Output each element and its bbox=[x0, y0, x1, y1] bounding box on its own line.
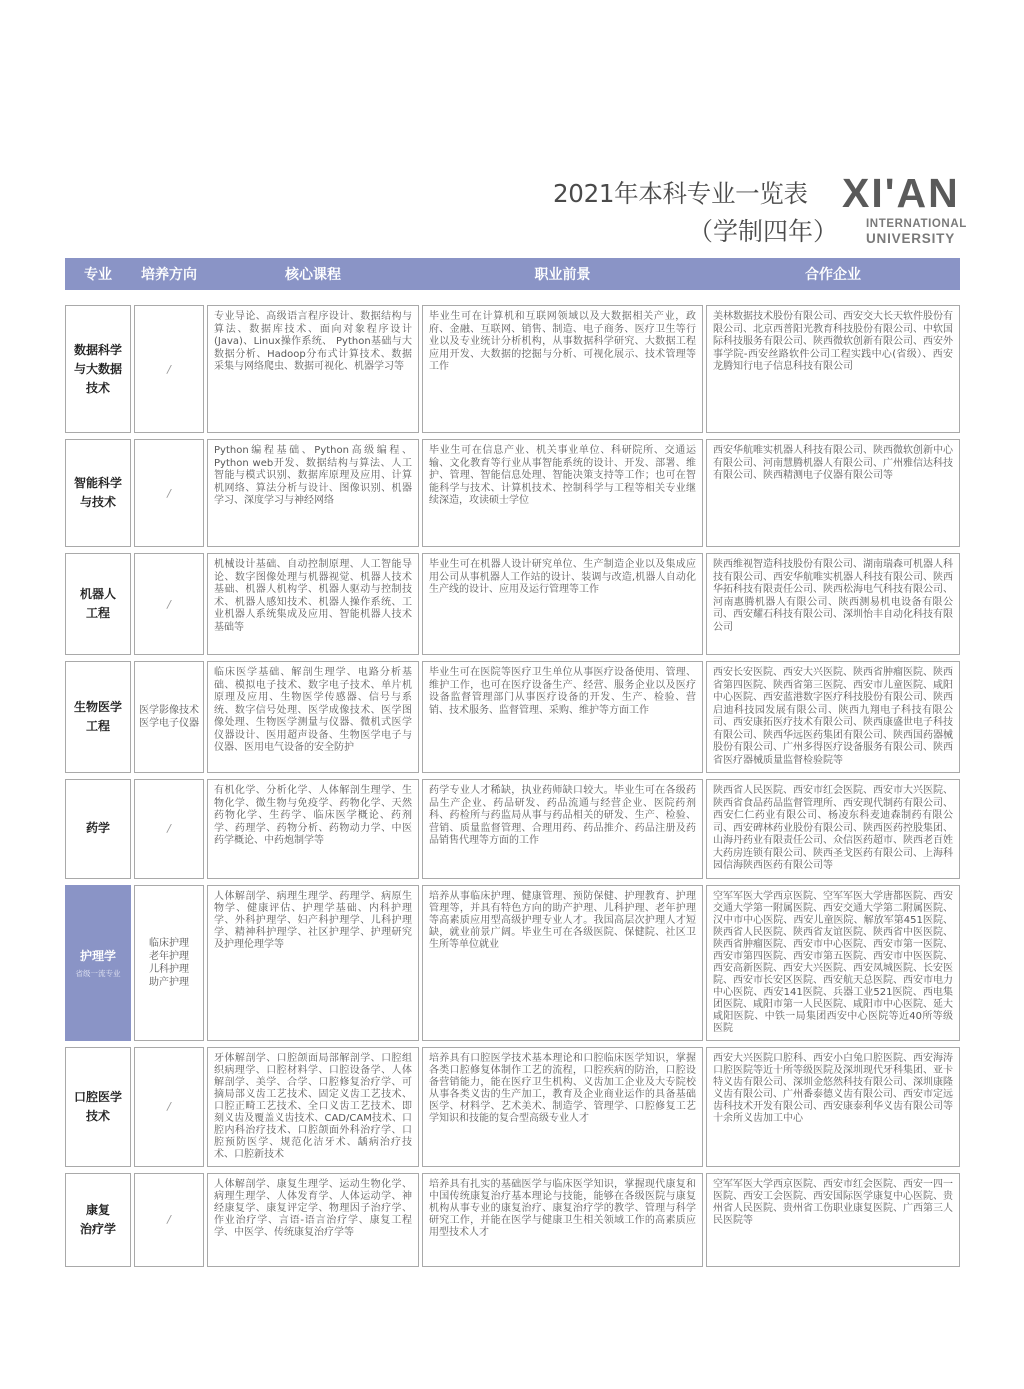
direction: / bbox=[134, 553, 204, 655]
core-courses: 人体解剖学、康复生理学、运动生物化学、病理生理学、人体发育学、人体运动学、神经康复学、康复评定学、物理因子治疗学、作业治疗学、言语-语言治疗学、康复工程学、中医学、传统康复治疗学等 bbox=[207, 1173, 419, 1267]
career-prospects: 培养具有口腔医学技术基本理论和口腔临床医学知识，掌握各类口腔修复体制作工艺的流程，口腔疾病的防治，口腔设备营销能力，能在医疗卫生机构、义齿加工企业及大专院校从事各类义齿的生产加工，教育及企业商业运作的具备基础医学、材料学、艺术美术、制造学、管理学、口腔修复工艺学知识和技能的复合型高级专业人才 bbox=[422, 1047, 703, 1167]
career-prospects: 毕业生可在机器人设计研究单位、生产制造企业以及集成应用公司从事机器人工作站的设计、装调与改造,机器人自动化生产线的设计、应用及运行管理等工作 bbox=[422, 553, 703, 655]
career-prospects: 培养从事临床护理、健康管理、预防保健、护理教育、护理管理等，并具有特色方向的助产护理、儿科护理、老年护理等高素质应用型高级护理专业人才。我国高层次护理人才短缺，就业前景广阔。毕业生可在各级医院、保健院、社区卫生所等单位就业 bbox=[422, 885, 703, 1041]
header-courses: 核心课程 bbox=[285, 267, 341, 283]
header-career: 职业前景 bbox=[534, 267, 591, 283]
major-row bbox=[65, 305, 960, 433]
major-row bbox=[65, 661, 960, 773]
career-prospects: 培养具有扎实的基础医学与临床医学知识，掌握现代康复和中国传统康复治疗基本理论与技能，能够在各级医院与康复机构从事专业的康复治疗、康复治疗学的教学、管理与科学研究工作，并能在医学与健康卫生相关领域工作的高素质应用型技术人才 bbox=[422, 1173, 703, 1267]
table-header bbox=[65, 258, 960, 290]
core-courses: 临床医学基础、解剖生理学、电路分析基础、模拟电子技术、数字电子技术、单片机原理及应用、生物医学传感器、信号与系统、数字信号处理、医学成像技术、医学图像处理、生物医学测量与仪器、微机式医学仪器设计、医用超声设备、生物医学电子与仪器、医用电气设备的安全防护 bbox=[207, 661, 419, 773]
career-prospects: 药学专业人才稀缺，执业药师缺口较大。毕业生可在各级药品生产企业、药品研发、药品流通与经营企业、医院药剂科、药检所与药监局从事与药品相关的研发、生产、检验、营销、质量监督管理、合理用药、药品推介、药品注册及药品销售代理等方面的工作 bbox=[422, 779, 703, 879]
direction: / bbox=[134, 305, 204, 433]
majors-table bbox=[65, 305, 960, 1267]
major-row bbox=[65, 779, 960, 879]
core-courses: 有机化学、分析化学、人体解剖生理学、生物化学、微生物与免疫学、药物化学、天然药物化学、生药学、临床医学概论、药剂学、药理学、药物分析、药物动力学、中医药学概论、中药炮制学等 bbox=[207, 779, 419, 879]
direction: / bbox=[134, 779, 204, 879]
core-courses: 机械设计基础、自动控制原理、人工智能导论、数字图像处理与机器视觉、机器人技术基础、机器人机构学、机器人驱动与控制技术、机器人感知技术、机器人操作系统、工业机器人系统集成及应用、智能机器人技术基础等 bbox=[207, 553, 419, 655]
core-courses: Python编程基础、Python高级编程、Python web开发、数据结构与算法、人工智能与模式识别、数据库原理及应用、计算机网络、算法分析与设计、图像识别、机器学习、深度学习与神经网络 bbox=[207, 439, 419, 547]
major-name: 口腔医学 技术 bbox=[65, 1047, 131, 1167]
major-row bbox=[65, 1047, 960, 1167]
core-courses: 专业导论、高级语言程序设计、数据结构与算法、数据库技术、面向对象程序设计(Java)、Linux操作系统、 Python基础与大数据分析、Hadoop分布式计算技术、数据采集与网络爬虫、数据可视化、机器学习等 bbox=[207, 305, 419, 433]
university-logo-name: XI'AN bbox=[842, 170, 960, 216]
direction: 医学影像技术 医学电子仪器 bbox=[134, 661, 204, 773]
partner-companies: 陕西维视智造科技股份有限公司、湖南瑞森可机器人科技有限公司、西安华航唯实机器人科技有限公司、陕西华拓科技有限责任公司、陕西松海电气科技有限公司、河南惠腾机器人有限公司、陕西测易机电设备有限公司、西安耀石科技有限公司、深圳怡丰自动化科技有限公司 bbox=[706, 553, 960, 655]
major-row bbox=[65, 885, 960, 1041]
partner-companies: 西安华航唯实机器人科技有限公司、陕西微软创新中心有限公司、河南慧腾机器人有限公司、广州雅信达科技有限公司、陕西精测电子仪器有限公司等 bbox=[706, 439, 960, 547]
status-badge: 省级一流专业 bbox=[75, 968, 121, 978]
major-row bbox=[65, 553, 960, 655]
direction: / bbox=[134, 1173, 204, 1267]
partner-companies: 空军军医大学西京医院、空军军医大学唐都医院、西安交通大学第一附属医院、西安交通大学第二附属医院、汉中市中心医院、西安儿童医院、解放军第451医院、陕西省人民医院、陕西省友谊医院、陕西省中医医院、陕西省肿瘤医院、西安市中心医院、西安市第一医院、西安市第四医院、西安市第五医院、西安市中医医院、西安高新医院、西安大兴医院、西安凤城医院、长安医院、西安市长安区医院、西安航天总医院、西安市电力中心医院、西安141医院、兵器工业521医院、西电集团医院、咸阳市第一人民医院、咸阳市中心医院、延大咸阳医院、中铁一局集团西安中心医院等近40所等级医院 bbox=[706, 885, 960, 1041]
major-name: 药学 bbox=[65, 779, 131, 879]
partner-companies: 陕西省人民医院、西安市红会医院、西安市大兴医院、陕西省食品药品监督管理所、西安现代制药有限公司、西安仁仁药业有限公司、杨凌东科麦迪森制药有限公司、西安碑林药业股份有限公司、陕西医药控股集团、山海丹药业有限责任公司、众信医药超市、陕西老百姓大药房连锁有限公司、陕西圣戈医药有限公司、上海科园信海陕西医药有限公司等 bbox=[706, 779, 960, 879]
major-row bbox=[65, 439, 960, 547]
header-direction: 培养方向 bbox=[141, 267, 197, 283]
partner-companies: 西安大兴医院口腔科、西安小白兔口腔医院、西安海涛口腔医院等近十所等级医院及深圳现代牙科集团、亚卡特义齿有限公司、深圳金悠然科技有限公司、深圳康隆义齿有限公司、广州番泰德义齿有限公司、西安市定远齿科技术开发有限公司、西安康泰利华义齿有限公司等十余所义齿加工中心 bbox=[706, 1047, 960, 1167]
major-name: 数据科学 与大数据 技术 bbox=[65, 305, 131, 433]
page-title: 2021年本科专业一览表 bbox=[553, 179, 808, 208]
core-courses: 人体解剖学、病理生理学、药理学、病原生物学、健康评估、护理学基础、内科护理学、外科护理学、妇产科护理学、儿科护理学、精神科护理学、社区护理学、护理研究及护理伦理学等 bbox=[207, 885, 419, 1041]
major-name: 智能科学 与技术 bbox=[65, 439, 131, 547]
career-prospects: 毕业生可在医院等医疗卫生单位从事医疗设备使用、管理、维护工作，也可在医疗设备生产、经营、服务企业以及医疗设备监督管理部门从事医疗设备的开发、生产、检验、营销、技术服务、监督管理、采购、维护等方面工作 bbox=[422, 661, 703, 773]
partner-companies: 美林数据技术股份有限公司、西安交大长天软件股份有限公司、北京西普阳光教育科技股份有限公司、中软国际科技服务有限公司、陕西微软创新有限公司、西安外事学院-西安丝路软件公司工程实践中心(省级）、西安龙腾知行电子信息科技有限公司 bbox=[706, 305, 960, 433]
major-row bbox=[65, 1173, 960, 1267]
university-logo-line2: UNIVERSITY bbox=[866, 231, 956, 246]
major-name-highlighted bbox=[65, 885, 131, 1041]
page-subtitle: （学制四年） bbox=[688, 217, 839, 246]
header-partners: 合作企业 bbox=[805, 267, 861, 283]
university-logo-line1: INTERNATIONAL bbox=[866, 218, 967, 230]
direction: / bbox=[134, 439, 204, 547]
partner-companies: 空军军医大学西京医院、西安市红会医院、西安一四一医院、西安工会医院、西安国际医学康复中心医院、贵州省人民医院、贵州省工伤职业康复医院、广西第三人民医院等 bbox=[706, 1173, 960, 1267]
major-name: 机器人 工程 bbox=[65, 553, 131, 655]
core-courses: 牙体解剖学、口腔颌面局部解剖学、口腔组织病理学、口腔材料学、口腔设备学、人体解剖学、美学、合学、口腔修复治疗学、可摘局部义齿工艺技术、固定义齿工艺技术、口腔正畸工艺技术、全口义齿工艺技术、即刻义齿及覆盖义齿技术、CAD/CAM技术、口腔内科治疗技术、口腔颌面外科治疗学、口腔预防医学、规范化洁牙术、龋病治疗技术、口腔新技术 bbox=[207, 1047, 419, 1167]
direction: 临床护理 老年护理 儿科护理 助产护理 bbox=[134, 885, 204, 1041]
career-prospects: 毕业生可在信息产业、机关事业单位、科研院所、交通运输、文化教育等行业从事智能系统的设计、开发、部署、维护、管理、智能信息处理、智能决策支持等工作；也可在智能科学与技术、计算机技术、控制科学与工程等相关专业继续深造，攻读硕士学位 bbox=[422, 439, 703, 547]
partner-companies: 西安长安医院、西安大兴医院、陕西省肿瘤医院、陕西省第四医院、陕西省第三医院、西安市儿童医院、咸阳中心医院、西安蓝港数字医疗科技股份有限公司、陕西启迪科技园发展有限公司、陕西九翔电子科技有限公司、西安康拓医疗技术有限公司、陕西康盛世电子科技有限公司、陕西华远医药集团有限公司、陕西国药器械股份有限公司、广州多得医疗设备服务有限公司、陕西省医疗器械质量监督检验院等 bbox=[706, 661, 960, 773]
major-name: 护理学 bbox=[79, 948, 116, 963]
major-name: 康复 治疗学 bbox=[65, 1173, 131, 1267]
header-major: 专业 bbox=[84, 267, 112, 283]
major-name: 生物医学 工程 bbox=[65, 661, 131, 773]
career-prospects: 毕业生可在计算机和互联网领域以及大数据相关产业，政府、金融、互联网、销售、制造、电子商务、医疗卫生等行业以及专业统计分析机构，从事数据科学研究、大数据工程应用开发、大数据的挖掘与分析、可视化展示、技术管理等工作 bbox=[422, 305, 703, 433]
direction: / bbox=[134, 1047, 204, 1167]
